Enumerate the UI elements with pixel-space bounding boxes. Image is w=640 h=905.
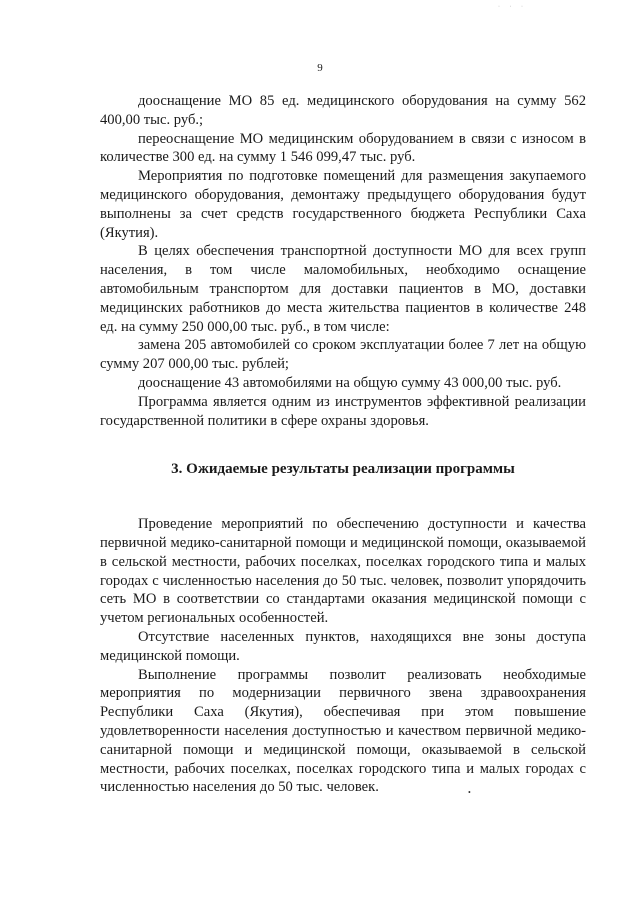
document-body xyxy=(100,92,586,797)
section-title: 3. Ожидаемые результаты реализации программы xyxy=(171,461,515,478)
paragraph-program-execution: Выполнение программы позволит реализовать необходимые мероприятия по модернизации первичного звена здравоохранения Республики Саха (Якутия), обеспечивая при этом повышение удовлетворенности населения доступностью и качеством первичной медико-санитарной помощи и медицинской помощи, оказываемой в сельской местности, рабочих поселках, поселках городского типа и малых городах с численностью населения до 50 тыс. человек. xyxy=(100,666,586,796)
paragraph-equipment-replacement: переоснащение МО медицинским оборудованием в связи с износом в количестве 300 ед. на сумму 1 546 099,47 тыс. руб. xyxy=(100,130,586,166)
paragraph-equipment-additional: дооснащение МО 85 ед. медицинского оборудования на сумму 562 400,00 тыс. руб.; xyxy=(100,93,586,128)
scan-artifact-mark: · · · xyxy=(498,4,527,10)
paragraph-transport-accessibility: В целях обеспечения транспортной доступности МО для всех групп населения, в том числе маломобильных, необходимо оснащение автомобильным транспортом для доставки пациентов в МО, доставки медицинских работников до места жительства пациентов в количестве 248 ед. на сумму 250 000,00 тыс. руб., в том числе: xyxy=(100,243,586,335)
paragraph-no-settlements-outside: Отсутствие населенных пунктов, находящихся вне зоны доступа медицинской помощи. xyxy=(100,628,586,664)
paragraph-program-instrument: Программа является одним из инструментов эффективной реализации государственной политики в сфере охраны здоровья. xyxy=(100,393,586,429)
paragraph-vehicle-replacement: замена 205 автомобилей со сроком эксплуатации более 7 лет на общую сумму 207 000,00 тыс. рублей; xyxy=(100,337,586,373)
paragraph-premises-preparation: Мероприятия по подготовке помещений для размещения закупаемого медицинского оборудования, демонтажу предыдущего оборудования будут выполнены за счет средств государственного бюджета Республики Саха (Якутия). xyxy=(100,168,586,241)
scan-dot-mark: • xyxy=(468,788,471,797)
paragraph-vehicle-additional: дооснащение 43 автомобилями на общую сумму 43 000,00 тыс. руб. xyxy=(138,374,562,391)
paragraph-measures-outcome: Проведение мероприятий по обеспечению доступности и качества первичной медико-санитарной помощи и медицинской помощи, оказываемой в сельской местности, рабочих поселках, поселках городского типа и малых городах с численностью населения до 50 тыс. человек, позволит упорядочить сеть МО в соответствии со стандартами оказания медицинской помощи с учетом региональных особенностей. xyxy=(100,516,586,627)
page-number: 9 xyxy=(317,62,323,74)
